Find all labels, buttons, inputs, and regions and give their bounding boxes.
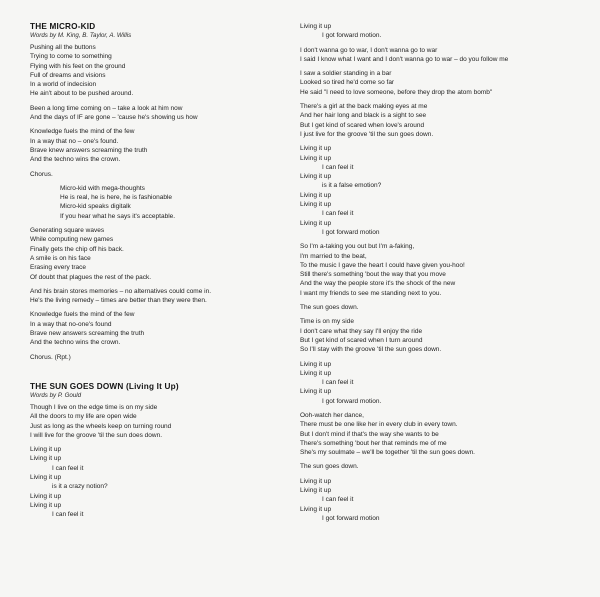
lyric-line: In a way that no – one's found.	[30, 137, 119, 145]
lyric-line: And her hair long and black is a sight to see	[300, 112, 427, 120]
lyric-line: Living it up	[300, 154, 332, 162]
lyric-line: I can feel it	[52, 464, 84, 472]
lyric-line: He said "I need to love someone, before they drop the atom bomb"	[300, 88, 493, 96]
lyric-line: But I get kind of scared when I turn around	[300, 336, 423, 344]
lyric-line: Ooh-watch her dance,	[300, 411, 364, 419]
lyric-line: I just live for the groove 'til the sun goes down.	[300, 130, 434, 138]
song-title-micro-kid: THE MICRO-KID	[30, 22, 96, 31]
lyric-line: Flying with his feet on the ground	[30, 62, 126, 70]
lyric-line: If you hear what he says it's acceptable.	[60, 212, 176, 220]
lyric-line: Living it up	[30, 492, 62, 500]
lyric-line: I can feel it	[52, 511, 84, 519]
verse	[30, 226, 300, 282]
lyric-line: And the techno wins the crown.	[30, 339, 121, 347]
lyric-line: Living it up	[30, 455, 62, 463]
lyric-line: Pushing all the buttons	[30, 44, 96, 51]
lyric-line: Living it up	[300, 219, 332, 227]
verse	[30, 127, 300, 164]
songwriter-credit: Words by P. Gould	[30, 391, 82, 399]
lyric-line: I'm married to the beat,	[300, 252, 367, 260]
verse	[30, 310, 300, 347]
lyric-line: Living it up	[300, 23, 332, 30]
lyric-line: Living it up	[300, 477, 332, 485]
left-column	[30, 0, 300, 519]
lyric-line: In a world of indecision	[30, 81, 97, 89]
lyric-line: But I get kind of scared when love's around	[300, 121, 425, 129]
verse	[30, 403, 300, 440]
lyric-line: There's a girl at the back making eyes at me	[300, 103, 428, 111]
lyric-line: All the doors to my life are open wide	[30, 413, 137, 421]
lyric-line: Living it up	[300, 360, 332, 368]
lyric-line: I saw a soldier standing in a bar	[300, 70, 392, 78]
lyric-line: Living it up	[300, 369, 332, 377]
lyric-line: And the days of IF are gone – 'cause he's showing us how	[30, 114, 198, 122]
lyric-line: Living it up	[30, 473, 62, 481]
lyric-line: Erasing every trace	[30, 264, 86, 272]
lyric-line: is it a false emotion?	[322, 182, 382, 190]
lyric-line: I got forward motion	[322, 514, 380, 522]
verse	[30, 287, 300, 306]
right-column	[300, 0, 592, 523]
chorus	[30, 184, 300, 221]
lyric-line: Living it up	[300, 191, 332, 199]
refrain	[300, 22, 592, 41]
lyric-line: There must be one like her in every club in every town.	[300, 421, 458, 429]
lyric-line: Living it up	[30, 446, 62, 454]
lyric-line: There's something 'bout her that reminds me of me	[300, 439, 447, 447]
lyric-line: Knowledge fuels the mind of the few	[30, 128, 135, 136]
lyric-line: Living it up	[300, 487, 332, 495]
lyric-line: I can feel it	[322, 163, 354, 171]
lyric-line: I can feel it	[322, 379, 354, 387]
song-title-sun-goes-down: THE SUN GOES DOWN (Living It Up)	[30, 381, 179, 391]
lyric-line: Been a long time coming on – take a look at him now	[30, 104, 183, 112]
lyric-line: I will live for the groove 'til the sun does down.	[30, 431, 163, 439]
lyric-line: is it a crazy notion?	[52, 483, 108, 491]
sun-goes-down-line: The sun goes down.	[300, 463, 359, 471]
lyric-line: So I'll stay with the groove 'til the sun goes down.	[300, 346, 442, 354]
verse	[30, 104, 300, 123]
verse	[300, 411, 592, 457]
lyric-line: Living it up	[300, 173, 332, 181]
lyric-line: A smile is on his face	[30, 254, 91, 262]
sun-goes-down-line: The sun goes down.	[300, 304, 359, 312]
verse	[300, 242, 592, 298]
lyric-line: He is real, he is here, he is fashionable	[60, 194, 173, 202]
lyric-line: Looked so tired he'd come so far	[300, 79, 395, 87]
lyric-line: Time is on my side	[300, 318, 354, 326]
lyric-line: Full of dreams and visions	[30, 71, 106, 79]
lyric-line: Micro-kid with mega-thoughts	[60, 184, 145, 192]
lyric-line: Of doubt that plagues the rest of the pack.	[30, 273, 152, 281]
lyric-line: While computing new games	[30, 236, 114, 244]
songwriter-credit: Words by M. King, B. Taylor, A. Willis	[30, 32, 132, 39]
chorus-label: Chorus.	[30, 170, 53, 178]
lyric-line: He's the living remedy – times are better than they were then.	[30, 297, 207, 305]
lyric-line: But I don't mind if that's the way she wants to be	[300, 430, 439, 438]
lyric-line: Though I live on the edge time is on my side	[30, 403, 158, 411]
lyric-line: And the way the people store it's the shock of the new	[300, 280, 456, 288]
lyric-line: Finally gets the chip off his back.	[30, 245, 124, 253]
refrain	[300, 144, 592, 237]
lyric-line: Living it up	[300, 201, 332, 209]
lyric-line: Living it up	[30, 501, 62, 509]
lyric-line: I said I know what I want and I don't wanna go to war – do you follow me	[300, 55, 509, 63]
lyric-line: Just as long as the wheels keep on turning round	[30, 422, 172, 430]
lyric-line: Living it up	[300, 505, 332, 513]
refrain	[300, 477, 592, 523]
lyric-line: To the music I gave the heart I could have given you-hoo!	[300, 261, 465, 269]
lyric-line: And his brain stores memories – no alternatives could come in.	[30, 287, 212, 295]
lyric-line: Micro-kid speaks digitalk	[60, 203, 131, 211]
verse	[30, 43, 300, 99]
lyric-line: So I'm a-taking you out but I'm a-faking,	[300, 243, 415, 251]
lyric-line: Knowledge fuels the mind of the few	[30, 311, 135, 319]
lyric-line: Still there's something 'bout the way that you move	[300, 271, 446, 279]
verse	[300, 102, 592, 139]
lyric-line: I can feel it	[322, 210, 354, 218]
verse	[300, 317, 592, 354]
lyric-line: Living it up	[300, 388, 332, 396]
refrain	[30, 445, 300, 519]
lyric-line: Trying to come to something	[30, 53, 112, 61]
lyric-line: I want my friends to see me standing next to you.	[300, 289, 442, 297]
verse	[300, 46, 592, 65]
lyric-line: I got forward motion.	[322, 397, 382, 405]
lyric-line: I don't wanna go to war, I don't wanna go to war	[300, 46, 438, 54]
lyric-line: I can feel it	[322, 496, 354, 504]
lyric-line: I got forward motion	[322, 228, 380, 236]
refrain	[300, 360, 592, 406]
lyric-line: Living it up	[300, 145, 332, 153]
lyric-line: In a way that no-one's found	[30, 320, 112, 328]
lyric-line: He ain't about to be pushed around.	[30, 90, 134, 98]
verse	[300, 69, 592, 97]
lyric-line: And the techno wins the crown.	[30, 156, 121, 164]
chorus-repeat-label: Chorus. (Rpt.)	[30, 353, 71, 361]
lyric-line: She's my soulmate – we'll be together 'til the sun goes down.	[300, 449, 475, 457]
lyric-line: I don't care what they say I'll enjoy the ride	[300, 327, 423, 335]
lyric-line: Brave new answers screaming the truth	[30, 330, 145, 338]
lyric-line: I got forward motion.	[322, 32, 382, 40]
lyric-line: Generating square waves	[30, 227, 105, 235]
lyric-line: Brave knew answers screaming the truth	[30, 146, 148, 154]
